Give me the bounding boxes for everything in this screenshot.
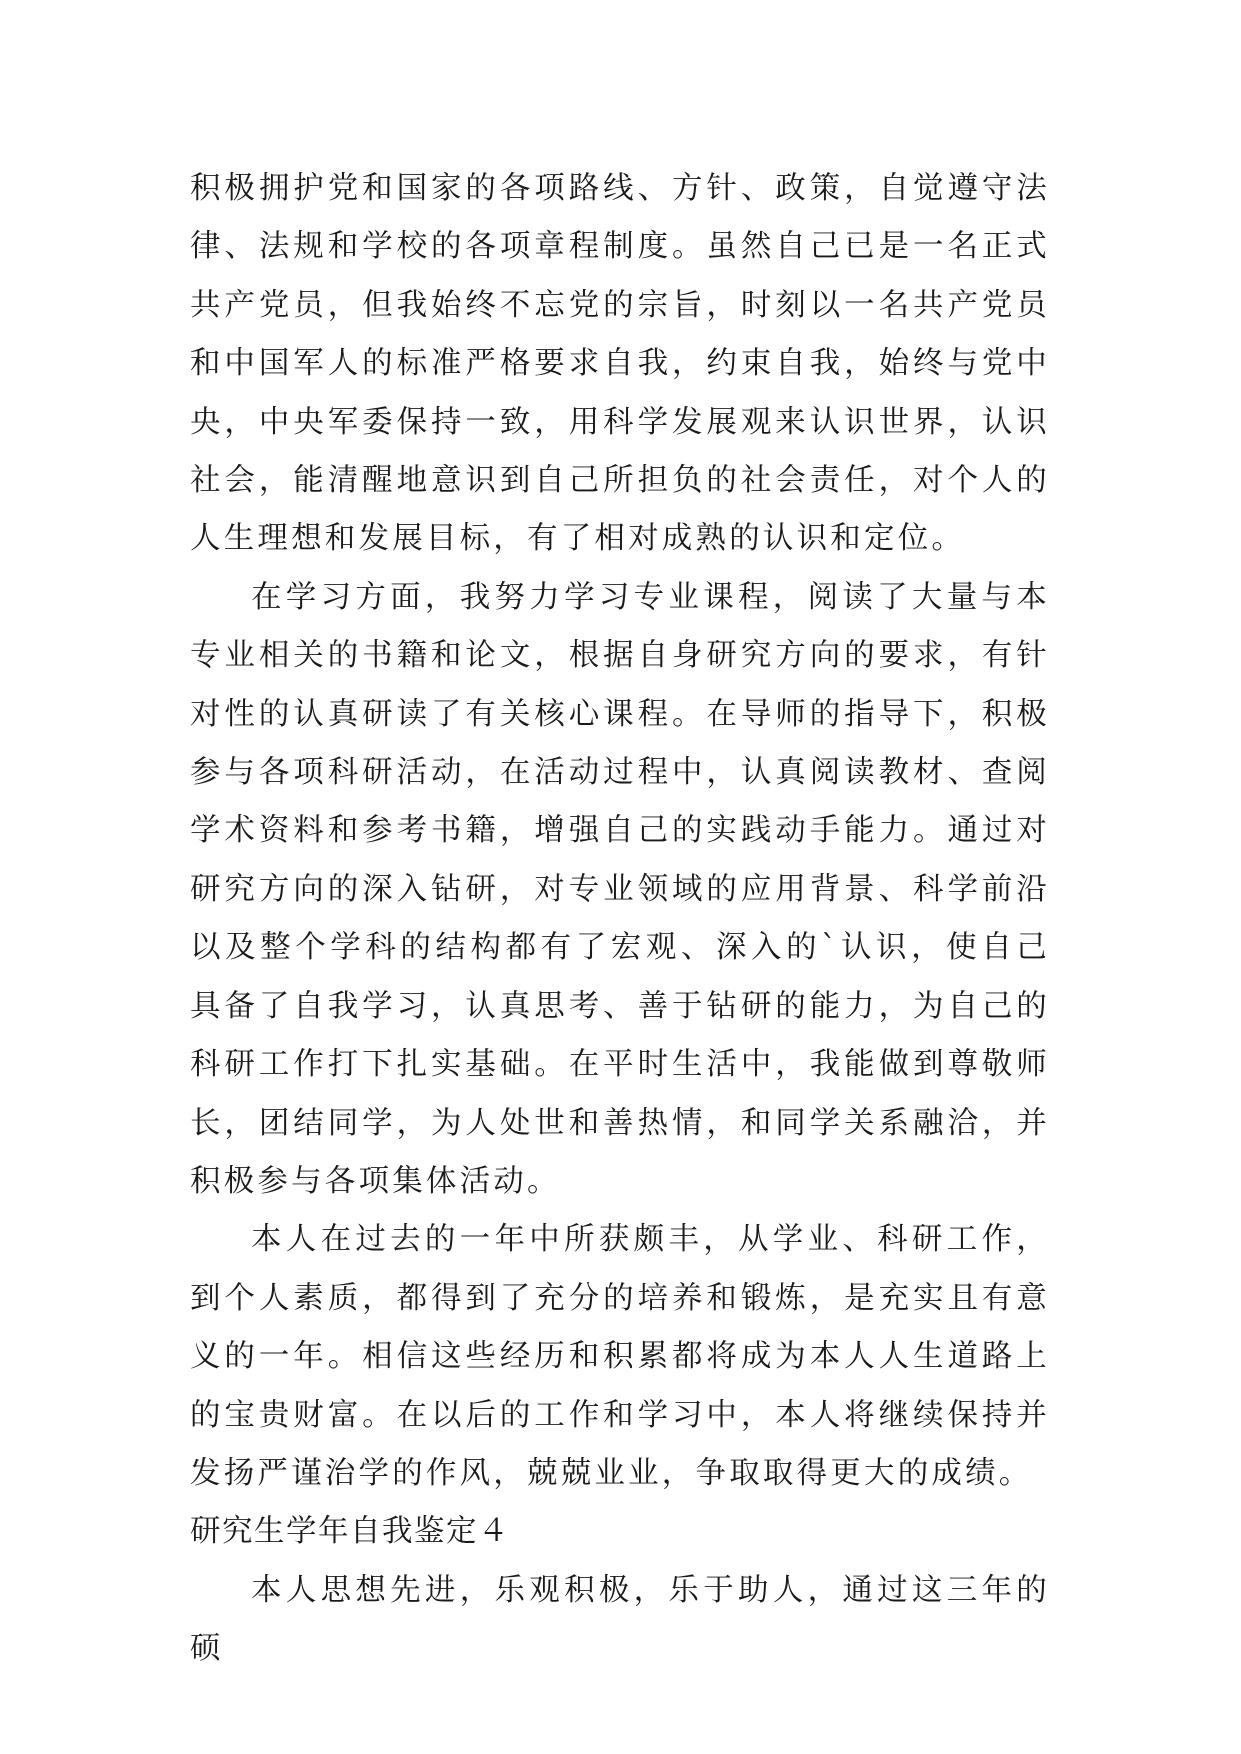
paragraph-political: 积极拥护党和国家的各项路线、方针、政策，自觉遵守法律、法规和学校的各项章程制度。虽然自己已是一名正式共产党员，但我始终不忘党的宗旨，时刻以一名共产党员和中国军人的标准严格要求自我，约束自我，始终与党中央，中央军委保持一致，用科学发展观来认识世界，认识社会，能清醒地意识到自己所担负的社会责任，对个人的人生理想和发展目标，有了相对成熟的认识和定位。 (190, 171, 1050, 557)
section-heading: 研究生学年自我鉴定４ (190, 1514, 510, 1550)
paragraph-next: 本人思想先进，乐观积极，乐于助人，通过这三年的硕 (190, 1572, 1050, 1667)
document-body (190, 160, 1050, 1679)
paragraph-summary: 本人在过去的一年中所获颇丰，从学业、科研工作，到个人素质，都得到了充分的培养和锻炼，是充实且有意义的一年。相信这些经历和积累都将成为本人人生道路上的宝贵财富。在以后的工作和学习中，本人将继续保持并发扬严谨治学的作风，兢兢业业，争取取得更大的成绩。 (190, 1222, 1050, 1491)
paragraph-study: 在学习方面，我努力学习专业课程，阅读了大量与本专业相关的书籍和论文，根据自身研究方向的要求，有针对性的认真研读了有关核心课程。在导师的指导下，积极参与各项科研活动，在活动过程中，认真阅读教材、查阅学术资料和参考书籍，增强自己的实践动手能力。通过对研究方向的深入钻研，对专业领域的应用背景、科学前沿以及整个学科的结构都有了宏观、深入的`认识，使自己具备了自我学习，认真思考、善于钻研的能力，为自己的科研工作打下扎实基础。在平时生活中，我能做到尊敬师长，团结同学，为人处世和善热情，和同学关系融洽，并积极参与各项集体活动。 (190, 579, 1050, 1199)
